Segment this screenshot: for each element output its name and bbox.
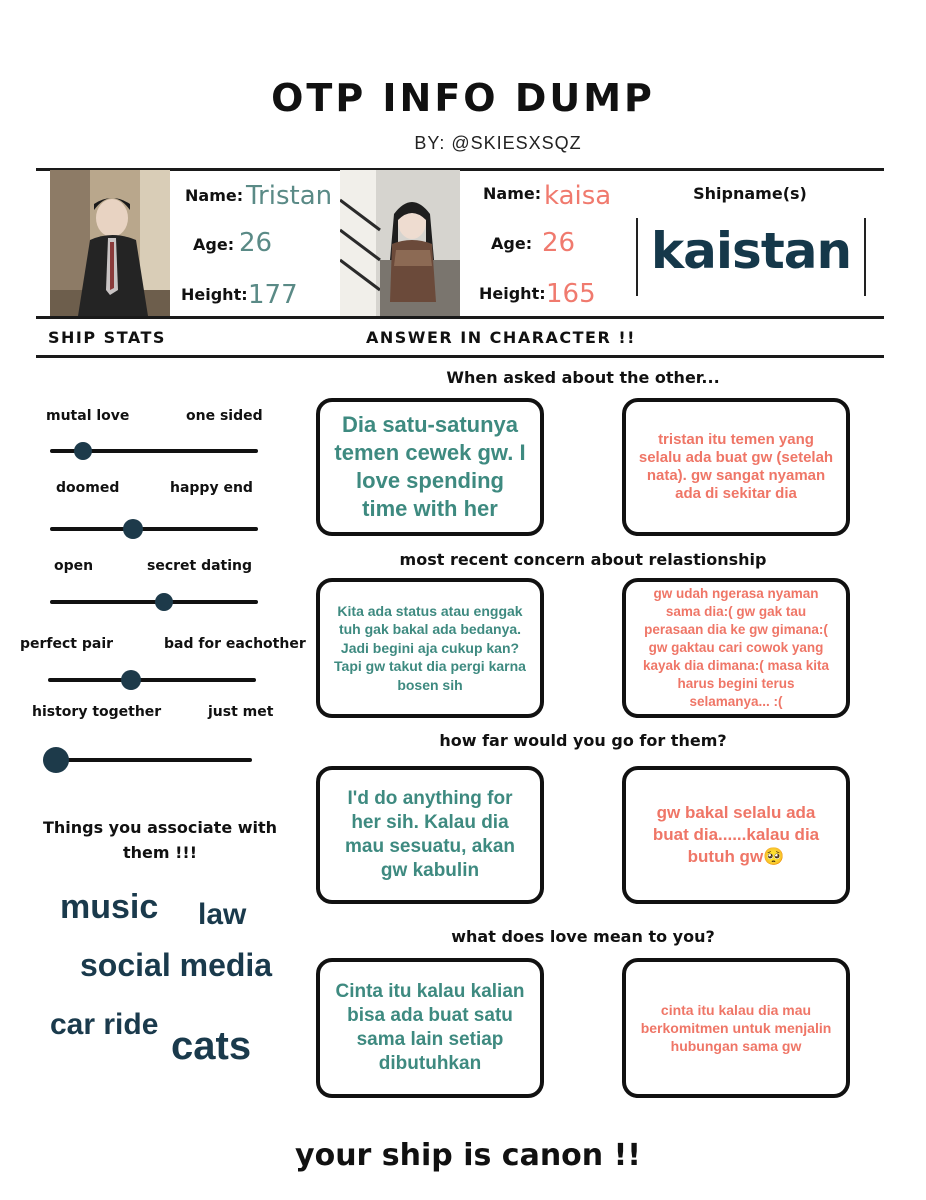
- char1-height-label: Height:: [181, 285, 248, 304]
- slider-left-label: perfect pair: [20, 636, 114, 652]
- slider-left-label: open: [54, 558, 94, 574]
- slider-right-label: bad for eachother: [164, 636, 306, 652]
- association-word: music: [60, 888, 159, 926]
- char1-name: Tristan: [246, 181, 333, 211]
- answer-text: Dia satu-satunya temen cewek gw. I love spending time with her: [334, 412, 526, 521]
- answer-card-char2: [622, 398, 850, 536]
- answer-card-char1: [316, 398, 544, 536]
- slider-track: [50, 527, 258, 531]
- answer-text: gw bakal selalu ada buat dia......kalau dia butuh gw🥺: [652, 803, 820, 866]
- divider: [36, 355, 884, 358]
- shipname-label: Shipname(s): [693, 184, 807, 203]
- association-word: cats: [171, 1024, 252, 1068]
- slider-left-label: history together: [32, 704, 162, 720]
- section-ship-stats: SHIP STATS: [48, 328, 166, 347]
- slider-knob: [123, 519, 143, 539]
- footer-caption: your ship is canon !!: [295, 1138, 641, 1173]
- slider-knob: [74, 442, 92, 460]
- answer-card-char1: [316, 578, 544, 718]
- char1-name-label: Name:: [185, 186, 244, 205]
- character-1-photo: [50, 170, 170, 316]
- question: most recent concern about relastionship: [399, 550, 767, 569]
- answer-card-char1: [316, 958, 544, 1098]
- slider-knob: [155, 593, 173, 611]
- char2-height-label: Height:: [479, 284, 546, 303]
- association-word: law: [198, 898, 247, 931]
- section-answer-in-character: ANSWER IN CHARACTER !!: [366, 328, 636, 347]
- slider-left-label: doomed: [56, 480, 120, 496]
- shipname: kaistan: [650, 222, 852, 280]
- char2-name: kaisa: [544, 181, 612, 211]
- associations-title: Things you associate with them !!!: [42, 818, 278, 862]
- answer-card-char1: [316, 766, 544, 904]
- char2-height: 165: [546, 279, 596, 309]
- answer-text: gw udah ngerasa nyaman sama dia:( gw gak tau perasaan dia ke gw gimana:( gw gaktau cari cowok yang kayak dia dimana:( masa kita harus begini terus selamanya... :(: [642, 586, 830, 709]
- divider: [36, 316, 884, 319]
- slider-track: [48, 678, 256, 682]
- char2-name-label: Name:: [483, 184, 542, 203]
- association-word: car ride: [50, 1008, 159, 1041]
- slider-right-label: happy end: [170, 480, 253, 496]
- char2-age-label: Age:: [491, 234, 533, 253]
- char1-height: 177: [248, 280, 298, 310]
- slider-right-label: just met: [208, 704, 274, 720]
- character-2-photo: [340, 170, 460, 316]
- answer-text: Kita ada status atau enggak tuh gak bakal ada bedanya. Jadi begini aja cukup kan? Tapi gw takut dia pergi karna bosen sih: [334, 602, 526, 693]
- answer-card-char2: [622, 578, 850, 718]
- slider-left-label: mutal love: [46, 408, 130, 424]
- slider-track: [50, 600, 258, 604]
- answer-text: cinta itu kalau dia mau berkomitmen untuk menjalin hubungan sama gw: [640, 1002, 832, 1054]
- char1-age: 26: [239, 228, 273, 258]
- question: how far would you go for them?: [439, 731, 727, 750]
- slider-right-label: secret dating: [147, 558, 253, 574]
- slider-knob: [121, 670, 141, 690]
- char1-age-label: Age:: [193, 235, 235, 254]
- slider-right-label: one sided: [186, 408, 263, 424]
- answer-card-char2: [622, 766, 850, 904]
- answer-text: tristan itu temen yang selalu ada buat gw (setelah nata). gw sangat nyaman ada di sekitar dia: [638, 431, 834, 502]
- question: When asked about the other...: [446, 368, 720, 387]
- char2-age: 26: [542, 228, 576, 258]
- slider-knob: [43, 747, 69, 773]
- page-title: OTP INFO DUMP: [271, 76, 655, 120]
- answer-text: I'd do anything for her sih. Kalau dia mau sesuatu, akan gw kabulin: [344, 788, 516, 881]
- slider-track: [44, 758, 252, 762]
- byline: BY: @SKIESXSQZ: [414, 133, 582, 153]
- question: what does love mean to you?: [451, 927, 715, 946]
- association-word: social media: [80, 947, 273, 983]
- answer-card-char2: [622, 958, 850, 1098]
- answer-text: Cinta itu kalau kalian bisa ada buat satu sama lain setiap dibutuhkan: [335, 981, 525, 1074]
